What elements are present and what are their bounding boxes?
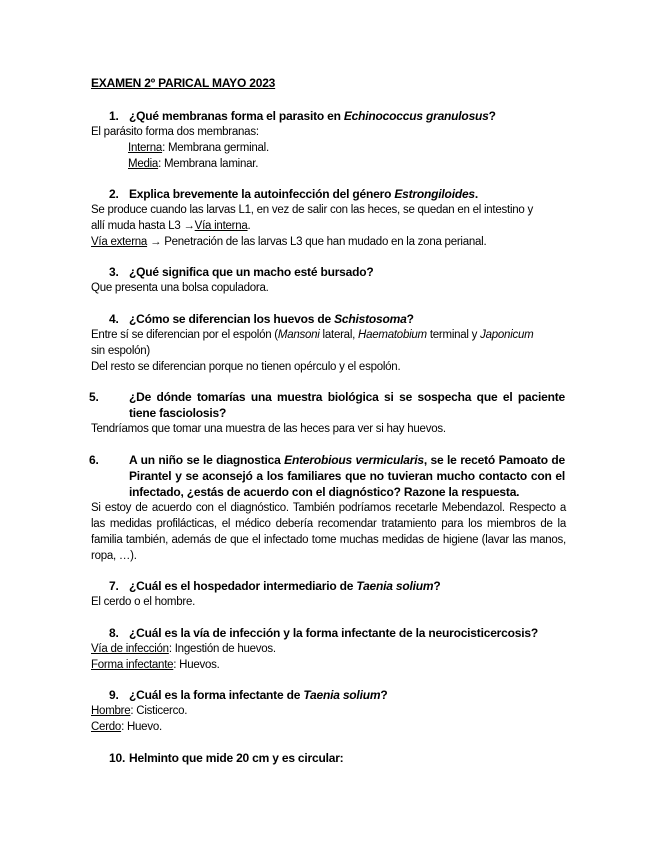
species-haematobium: Haematobium [358,329,427,341]
species-japonicum: Japonicum [480,329,534,341]
answer-2-line-1: Se produce cuando las larvas L1, en vez de salir con las heces, se quedan en el intestino y [91,204,534,216]
question-text: ¿Cuál es el hospedador intermediario de [129,579,357,593]
answer-3: Que presenta una bolsa copuladora. [91,282,269,294]
answer-4-line-1 [91,327,566,343]
answer-1-intro: El parásito forma dos membranas: [91,126,259,138]
answer-text: : Ingestión de huevos. [168,643,276,655]
question-number: 1. [109,109,119,123]
question-italic: Enterobious vermicularis [284,453,424,467]
question-text: Explica brevemente la autoinfección del género [129,187,395,201]
question-italic: Estrongiloides [394,187,475,201]
question-9 [109,687,387,703]
question-number: 9. [109,688,119,702]
question-text-end: ? [488,109,496,123]
answer-text: : Huevo. [121,721,162,733]
question-number: 7. [109,579,119,593]
question-text: ¿Cómo se diferencian los huevos de [129,312,335,326]
question-number: 6. [89,453,99,467]
question-text: A un niño se le diagnostica [129,453,285,467]
answer-text: Entre sí se diferencian por el espolón ( [91,329,278,341]
answer-label: Vía externa [91,236,148,248]
answer-2-line-2 [91,218,566,234]
answer-4-line-2: sin espolón) [91,345,151,357]
question-italic: Echinococcus granulosus [343,109,489,123]
answer-text: → Penetración de las larvas L3 que han mudado en la zona perianal. [147,236,487,248]
question-10 [109,750,343,766]
answer-text-end: . [247,220,251,232]
answer-text: allí muda hasta L3 → [91,220,195,232]
question-text: ¿Qué significa que un macho esté bursado? [129,265,374,279]
answer-label: Vía de infección [91,643,169,655]
question-8 [109,625,538,641]
question-text-end: ? [406,312,414,326]
answer-4-line-3: Del resto se diferencian porque no tienen opérculo y el espolón. [91,361,401,373]
answer-7: El cerdo o el hombre. [91,596,196,608]
question-number: 3. [109,265,119,279]
question-number: 10. [109,751,126,765]
question-text: Helminto que mide 20 cm y es circular: [129,751,344,765]
question-1 [109,108,496,124]
answer-2-line-3 [91,234,566,250]
question-number: 8. [109,626,119,640]
answer-9-line-1 [91,703,566,719]
question-2 [109,186,478,202]
answer-label: Forma infectante [91,659,174,671]
answer-1-line-1 [128,140,603,156]
question-4 [109,311,414,327]
answer-text: : Membrana laminar. [158,158,259,170]
answer-text: lateral, [319,329,359,341]
question-5 [89,389,565,421]
question-text: ¿Cuál es la forma infectante de [129,688,304,702]
answer-label: Cerdo [91,721,122,733]
answer-8-line-2 [91,657,566,673]
question-7 [109,578,441,594]
answer-1-line-2 [128,156,603,172]
species-mansoni: Mansoni [277,329,320,341]
answer-text: : Huevos. [173,659,220,671]
question-italic: Schistosoma [334,312,407,326]
question-text: ¿Qué membranas forma el parasito en [129,109,344,123]
answer-text: terminal y [426,329,481,341]
question-italic: Taenia solium [303,688,381,702]
question-text-end: , se le recetó Pamoato de Pirantel y se aconsejó a los familiares que no tuvieran mucho contacto con el infectado, ¿estás de acuerdo con el diagnóstico? Razone la respuesta. [129,453,565,499]
answer-label: Media [128,158,159,170]
answer-label: Hombre [91,705,131,717]
answer-label: Interna [128,142,163,154]
question-italic: Taenia solium [356,579,434,593]
question-text-end: ? [433,579,441,593]
question-number: 4. [109,312,119,326]
question-3 [109,264,374,280]
question-text-end: ? [380,688,388,702]
question-number: 2. [109,187,119,201]
answer-text: : Cisticerco. [130,705,188,717]
answer-text: : Membrana germinal. [162,142,269,154]
answer-5: Tendríamos que tomar una muestra de las heces para ver si hay huevos. [91,423,446,435]
question-text-end: . [474,187,479,201]
question-text: ¿Cuál es la vía de infección y la forma infectante de la neurocisticercosis? [129,626,538,640]
answer-label: Vía interna [194,220,248,232]
answer-6: Si estoy de acuerdo con el diagnóstico. También podríamos recetarle Mebendazol. Respecto a las medidas profilácticas, el médico debería recomendar tratamiento para los miembros de la familia también, además de que el infectado tome muchas medidas de higiene (lavar las manos, ropa, …). [91,502,566,562]
answer-9-line-2 [91,719,566,735]
question-number: 5. [89,390,99,404]
answer-8-line-1 [91,641,566,657]
exam-title: EXAMEN 2º PARICAL MAYO 2023 [91,76,276,90]
question-6 [89,452,565,500]
question-text: ¿De dónde tomarías una muestra biológica si se sospecha que el paciente tiene fasciolosis? [129,390,565,420]
